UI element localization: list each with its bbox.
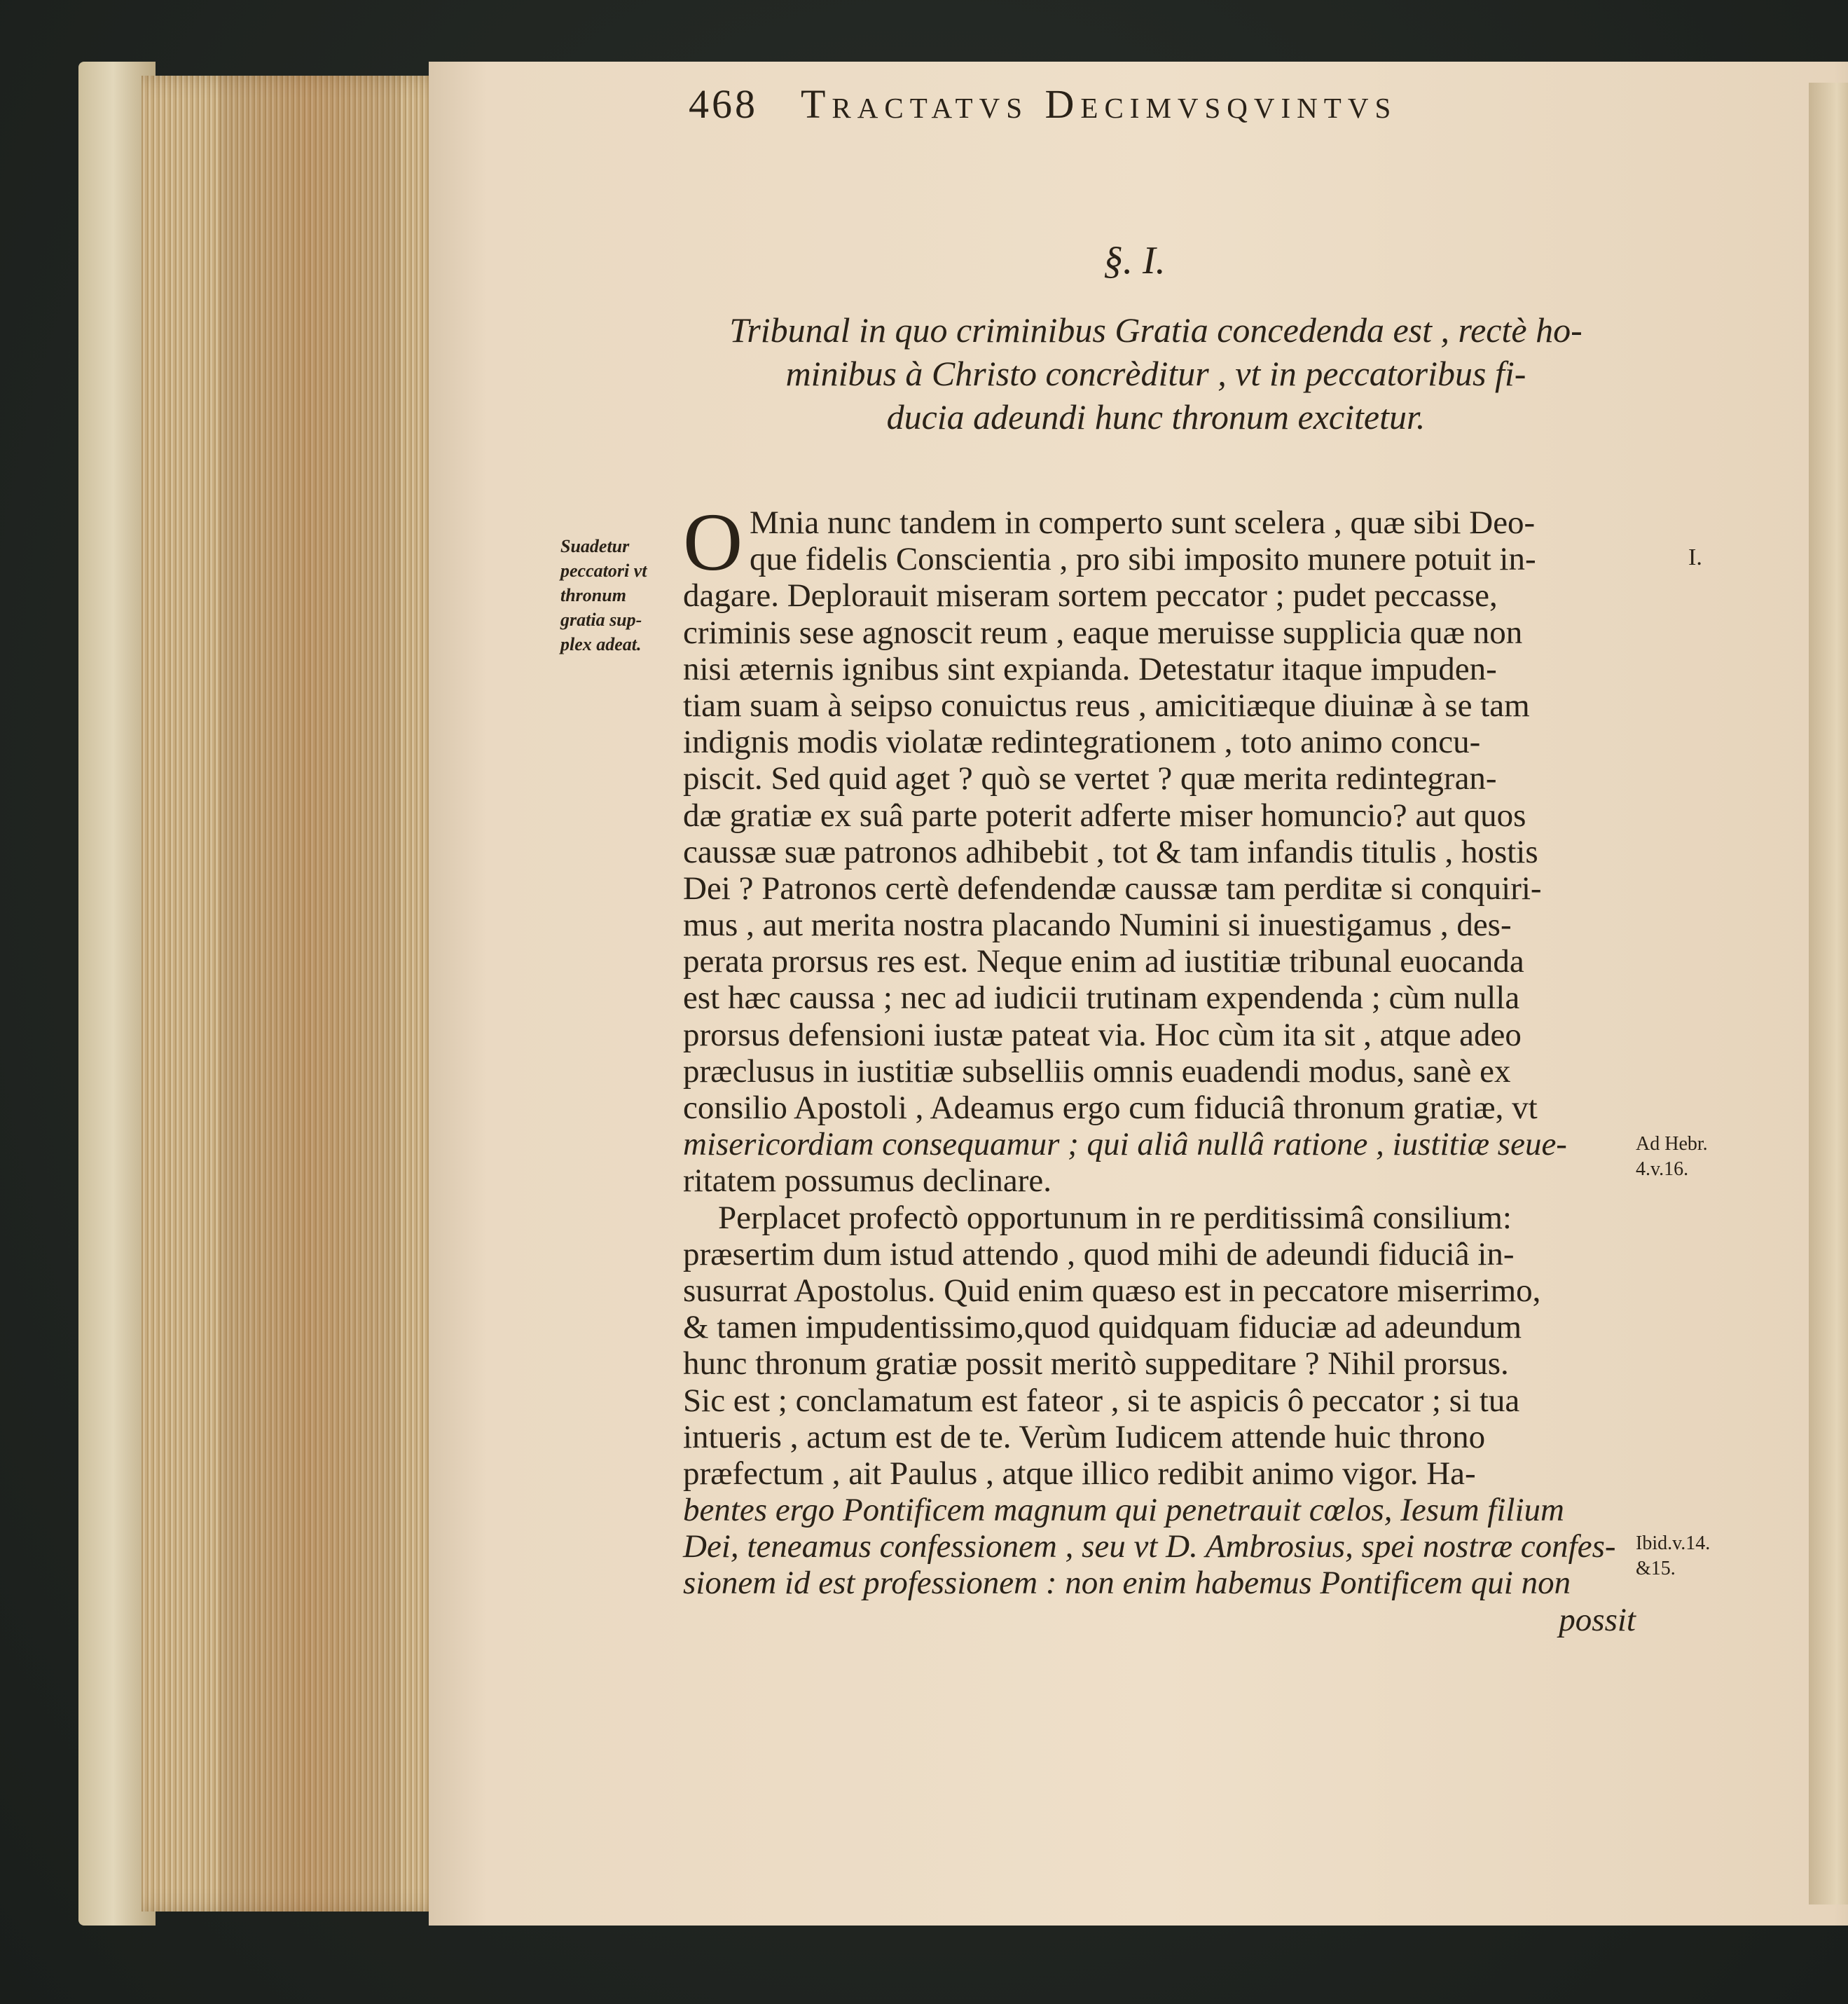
text-line: Perplacet profectò opportunum in re perditissimâ consilium: — [718, 1199, 1512, 1236]
section-rubric — [687, 308, 1625, 439]
reference-line: &15. — [1636, 1558, 1676, 1579]
page-edges-shading — [219, 76, 401, 1912]
running-header — [689, 81, 1599, 144]
margin-note-line: gratia sup- — [560, 610, 642, 630]
text-line: præsertim dum istud attendo , quod mihi de adeundi fiduciâ in- — [683, 1235, 1515, 1272]
text-line: perata prorsus res est. Neque enim ad iustitiæ tribunal euocanda — [683, 943, 1524, 980]
page-number: 468 — [689, 81, 758, 127]
text-line: misericordiam consequamur ; qui aliâ nullâ ratione , iustitiæ seue- — [683, 1126, 1567, 1163]
body-text — [683, 505, 1636, 1638]
text-line: dagare. Deplorauit miseram sortem peccator ; pudet peccasse, — [683, 577, 1498, 615]
text-line: præfectum , ait Paulus , atque illico redibit animo vigor. Ha- — [683, 1455, 1476, 1492]
catchword: possit — [1559, 1601, 1636, 1638]
scripture-reference — [1636, 1132, 1708, 1182]
reference-line: Ad Hebr. — [1636, 1133, 1708, 1155]
rubric-line: ducia adeundi hunc thronum excitetur. — [886, 397, 1426, 437]
facing-page-edge — [1809, 83, 1848, 1905]
text-line: prorsus defensioni iustæ pateat via. Hoc cùm ita sit , atque adeo — [683, 1016, 1522, 1053]
section-mark: §. I. — [1103, 239, 1166, 282]
scripture-reference — [1636, 1531, 1710, 1581]
text-line: indignis modis violatæ redintegrationem , toto animo concu- — [683, 724, 1481, 761]
reference-line: 4.v.16. — [1636, 1158, 1689, 1180]
text-line: dæ gratiæ ex suâ parte poterit adferte miser homuncio? aut quos — [683, 797, 1526, 834]
text-line: tiam suam à seipso conuictus reus , amicitiæque diuinæ à se tam — [683, 687, 1530, 724]
drop-capital: O — [683, 496, 743, 588]
paragraph-number: I. — [1688, 544, 1702, 570]
running-title: Tractatvs Decimvsqvintvs — [801, 81, 1398, 127]
text-line: Dei, teneamus confessionem , seu vt D. Ambrosius, spei nostræ confes- — [683, 1528, 1616, 1565]
text-line: intueris , actum est de te. Verùm Iudicem attende huic throno — [683, 1418, 1486, 1455]
text-line: nisi æternis ignibus sint expianda. Detestatur itaque impuden- — [683, 650, 1497, 687]
text-line: Dei ? Patronos certè defendendæ caussæ tam perditæ si conquiri- — [683, 870, 1542, 907]
text-line: præclusus in iustitiæ subselliis omnis euadendi modus, sanè ex — [683, 1052, 1511, 1090]
rubric-line: minibus à Christo concrèditur , vt in peccatoribus fi- — [785, 354, 1526, 393]
margin-note-line: peccatori vt — [560, 561, 647, 581]
text-line: que fidelis Conscientia , pro sibi imposito munere potuit in- — [750, 541, 1536, 578]
text-line: sionem id est professionem : non enim habemus Pontificem qui non — [683, 1565, 1571, 1602]
text-line: mus , aut merita nostra placando Numini si inuestigamus , des- — [683, 907, 1512, 944]
text-line: piscit. Sed quid aget ? quò se vertet ? quæ merita redintegran- — [683, 760, 1497, 797]
text-line: & tamen impudentissimo,quod quidquam fiduciæ ad adeundum — [683, 1309, 1522, 1346]
margin-note-line: Suadetur — [560, 536, 630, 556]
text-line: criminis sese agnoscit reum , eaque meruisse supplicia quæ non — [683, 614, 1523, 651]
text-line: est hæc caussa ; nec ad iudicii trutinam expendenda ; cùm nulla — [683, 980, 1520, 1017]
rubric-line: Tribunal in quo criminibus Gratia concedenda est , rectè ho- — [729, 310, 1582, 350]
reference-line: Ibid.v.14. — [1636, 1532, 1711, 1554]
text-line: ritatem possumus declinare. — [683, 1162, 1051, 1200]
text-line: hunc thronum gratiæ possit meritò suppeditare ? Nihil prorsus. — [683, 1345, 1509, 1382]
margin-note-line: plex adeat. — [560, 634, 642, 654]
margin-note-line: thronum — [560, 585, 626, 605]
text-line: susurrat Apostolus. Quid enim quæso est in peccatore miserrimo, — [683, 1272, 1541, 1309]
text-line: caussæ suæ patronos adhibebit , tot & tam infandis titulis , hostis — [683, 833, 1538, 870]
text-line: bentes ergo Pontificem magnum qui penetrauit cœlos, Iesum filium — [683, 1492, 1564, 1529]
text-line: Mnia nunc tandem in comperto sunt scelera , quæ sibi Deo- — [750, 505, 1536, 541]
text-line: Sic est ; conclamatum est fateor , si te aspicis ô peccator ; si tua — [683, 1382, 1520, 1419]
text-line: consilio Apostoli , Adeamus ergo cum fiduciâ thronum gratiæ, vt — [683, 1090, 1538, 1126]
left-margin-note — [560, 534, 666, 657]
